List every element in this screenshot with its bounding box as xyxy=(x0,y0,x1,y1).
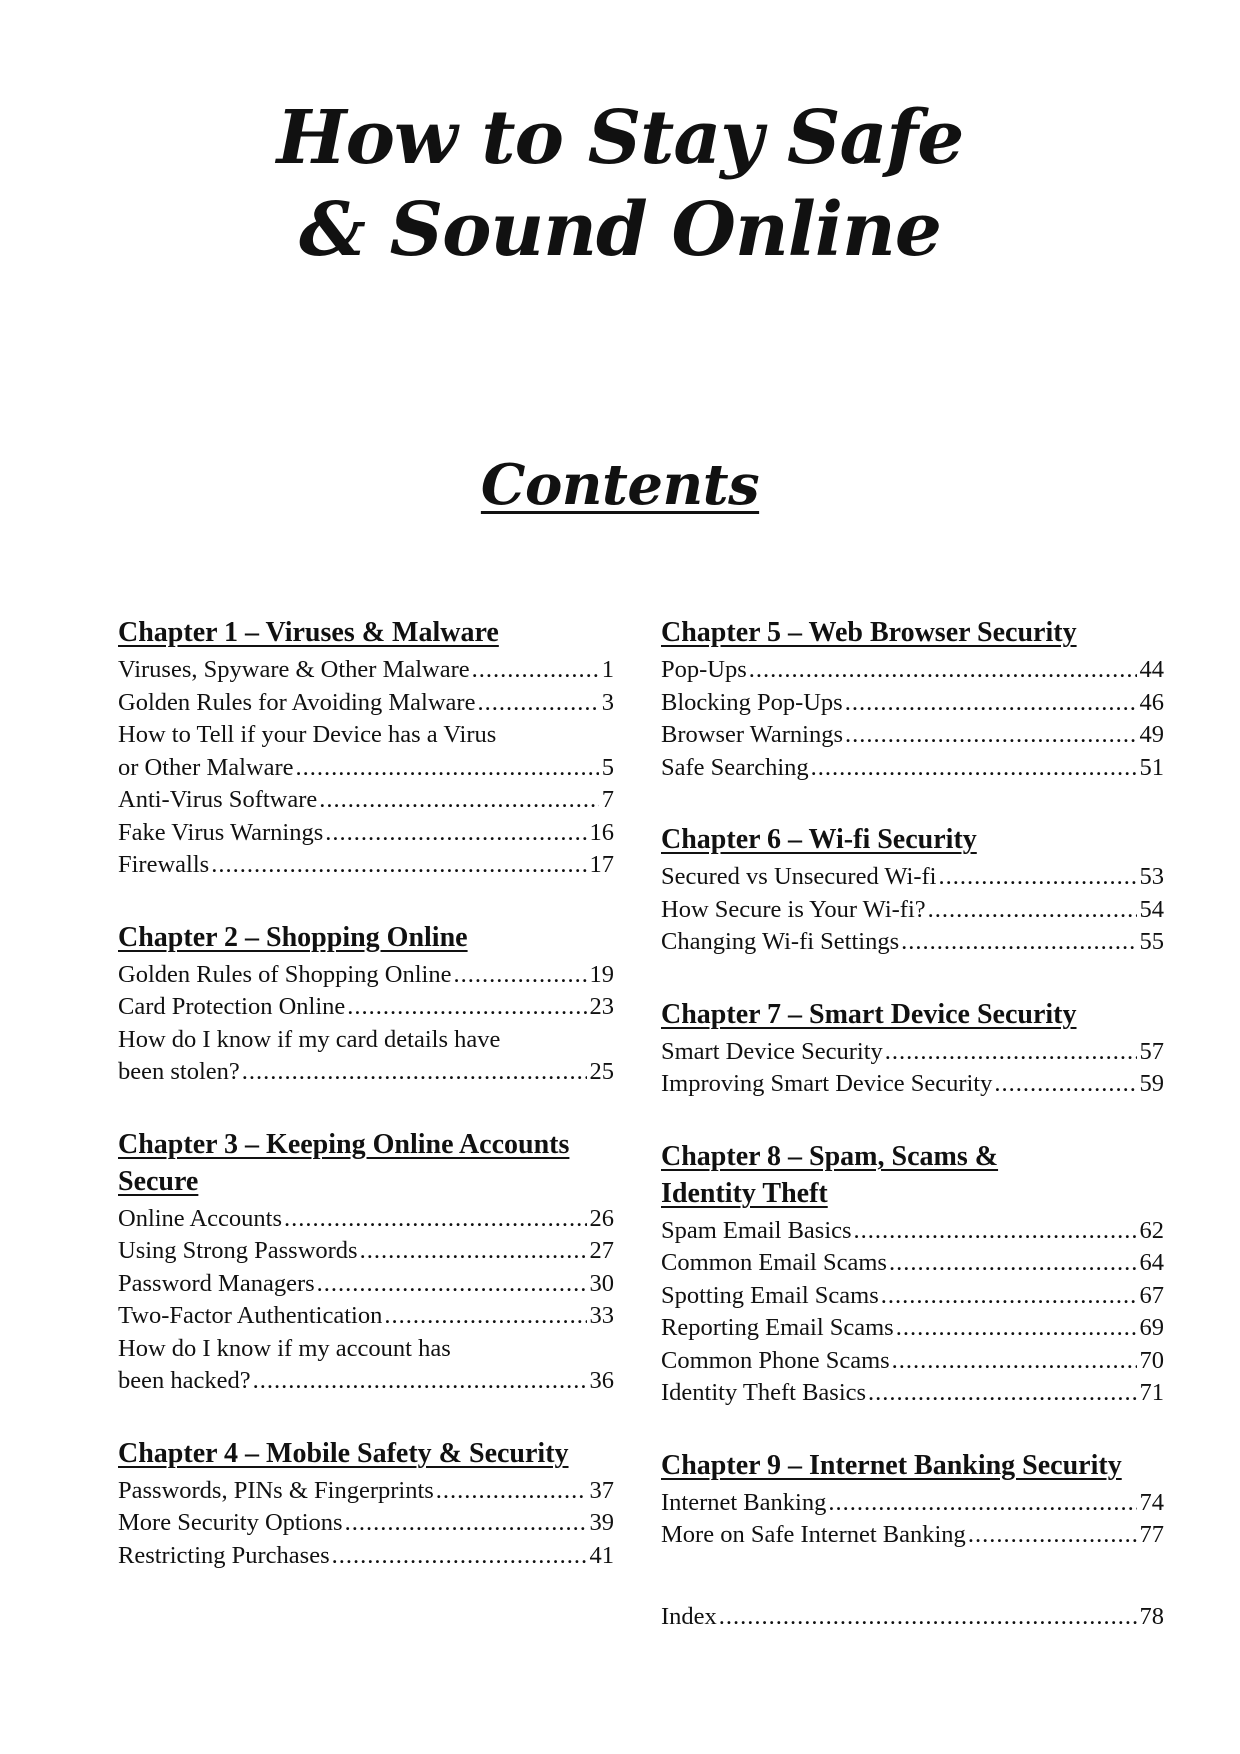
page-number: 57 xyxy=(1139,1037,1164,1065)
entry-title: Improving Smart Device Security xyxy=(661,1070,993,1097)
dot-leader xyxy=(325,817,586,850)
chapter-6 xyxy=(661,821,1164,959)
chapter-title-line-2: Secure xyxy=(118,1165,199,1197)
entry-title: been hacked? xyxy=(118,1367,251,1394)
page-number: 3 xyxy=(601,688,614,716)
page-number: 70 xyxy=(1139,1346,1164,1374)
page-number: 33 xyxy=(589,1302,614,1329)
page-number: 59 xyxy=(1139,1070,1164,1097)
toc-entry xyxy=(661,687,1164,720)
toc-entry-index xyxy=(661,1601,1164,1634)
toc-entry xyxy=(118,959,614,992)
toc-entry xyxy=(118,1540,614,1573)
entry-title: How Secure is Your Wi-fi? xyxy=(661,895,926,923)
page-number: 39 xyxy=(589,1509,614,1536)
chapter-title-line-2: Identity Theft xyxy=(661,1177,828,1209)
entry-title: Secured vs Unsecured Wi-fi xyxy=(661,863,937,890)
entry-title: or Other Malware xyxy=(118,753,294,781)
book-title-line-2: & Sound Online xyxy=(299,187,941,273)
dot-leader xyxy=(845,719,1137,752)
chapter-title: Chapter 9 – Internet Banking Security xyxy=(661,1449,1122,1481)
toc-entry xyxy=(118,1203,614,1236)
dot-leader xyxy=(360,1235,587,1268)
dot-leader xyxy=(719,1601,1137,1634)
dot-leader xyxy=(994,1068,1136,1101)
dot-leader xyxy=(938,861,1136,894)
entry-title-line-1: How do I know if my account has xyxy=(118,1334,451,1362)
chapter-2 xyxy=(118,919,614,1089)
page-number: 36 xyxy=(589,1367,614,1394)
entry-title: Browser Warnings xyxy=(661,721,843,748)
toc-entry xyxy=(118,1365,614,1398)
dot-leader xyxy=(347,991,586,1024)
toc-entry xyxy=(661,1036,1164,1069)
entry-title: Blocking Pop-Ups xyxy=(661,688,843,716)
page-number: 19 xyxy=(589,960,614,988)
dot-leader xyxy=(845,687,1137,720)
page-number: 46 xyxy=(1139,688,1164,716)
entry-title: More on Safe Internet Banking xyxy=(661,1521,966,1548)
page-number: 74 xyxy=(1139,1488,1164,1516)
toc-entry xyxy=(118,687,614,720)
chapter-1 xyxy=(118,614,614,882)
entry-title: Golden Rules of Shopping Online xyxy=(118,960,452,988)
toc-entry xyxy=(661,1247,1164,1280)
dot-leader xyxy=(854,1215,1137,1248)
dot-leader xyxy=(811,752,1137,785)
dot-leader xyxy=(885,1036,1137,1069)
dot-leader xyxy=(901,926,1136,959)
entry-title: Changing Wi-fi Settings xyxy=(661,928,900,955)
entry-title-line-1: How to Tell if your Device has a Virus xyxy=(118,721,497,748)
dot-leader xyxy=(889,1247,1137,1280)
dot-leader xyxy=(242,1056,587,1089)
entry-title: Viruses, Spyware & Other Malware xyxy=(118,656,470,683)
dot-leader xyxy=(436,1475,587,1508)
dot-leader xyxy=(332,1540,587,1573)
toc-entry xyxy=(661,1345,1164,1378)
dot-leader xyxy=(477,687,598,720)
dot-leader xyxy=(384,1300,586,1333)
dot-leader xyxy=(749,654,1137,687)
page-number: 37 xyxy=(589,1476,614,1504)
toc-entry xyxy=(661,1487,1164,1520)
entry-title: Spotting Email Scams xyxy=(661,1281,879,1309)
dot-leader xyxy=(211,849,586,882)
page-number: 30 xyxy=(589,1269,614,1297)
toc-entry xyxy=(118,1235,614,1268)
page-number: 16 xyxy=(589,818,614,846)
dot-leader xyxy=(319,784,598,817)
toc-entry-multiline xyxy=(118,1333,614,1398)
chapter-title: Chapter 2 – Shopping Online xyxy=(118,921,468,953)
dot-leader xyxy=(284,1203,587,1236)
toc-entry xyxy=(661,1312,1164,1345)
entry-title: Safe Searching xyxy=(661,753,809,781)
dot-leader xyxy=(453,959,586,992)
chapter-title: Chapter 4 – Mobile Safety & Security xyxy=(118,1437,569,1469)
toc-entry xyxy=(661,1068,1164,1101)
page-number: 69 xyxy=(1139,1314,1164,1341)
chapter-title xyxy=(118,1126,614,1200)
page-number: 44 xyxy=(1139,656,1164,683)
page-number: 77 xyxy=(1139,1521,1164,1548)
toc-right-column xyxy=(661,614,1164,1633)
page-number: 64 xyxy=(1139,1249,1164,1276)
book-title-line-1: How to Stay Safe xyxy=(276,95,964,181)
contents-heading: Contents xyxy=(480,452,760,518)
toc-entry xyxy=(118,1056,614,1089)
page-number: 5 xyxy=(601,753,614,781)
page-number: 25 xyxy=(589,1058,614,1085)
index-entry-block xyxy=(661,1601,1164,1634)
toc-entry xyxy=(118,1507,614,1540)
toc-entry xyxy=(118,991,614,1024)
page-number: 67 xyxy=(1139,1281,1164,1309)
dot-leader xyxy=(296,752,599,785)
page-number: 53 xyxy=(1139,863,1164,890)
entry-title: Passwords, PINs & Fingerprints xyxy=(118,1476,434,1504)
dot-leader xyxy=(472,654,599,687)
entry-title: Smart Device Security xyxy=(661,1037,883,1065)
dot-leader xyxy=(868,1377,1136,1410)
dot-leader xyxy=(881,1280,1137,1313)
toc-entry-multiline xyxy=(118,1024,614,1089)
page-number: 54 xyxy=(1139,895,1164,923)
entry-title: been stolen? xyxy=(118,1058,240,1085)
entry-title: Golden Rules for Avoiding Malware xyxy=(118,688,476,716)
toc-entry xyxy=(661,654,1164,687)
dot-leader xyxy=(896,1312,1137,1345)
toc-entry-multiline xyxy=(118,719,614,784)
page-number: 62 xyxy=(1139,1216,1164,1244)
toc-entry xyxy=(661,1377,1164,1410)
entry-title: Restricting Purchases xyxy=(118,1541,330,1569)
page-number: 71 xyxy=(1139,1379,1164,1406)
chapter-title-line-1: Chapter 3 – Keeping Online Accounts xyxy=(118,1128,570,1160)
chapter-title-line-1: Chapter 8 – Spam, Scams & xyxy=(661,1140,999,1172)
entry-title: Anti-Virus Software xyxy=(118,786,318,813)
page-number: 17 xyxy=(589,851,614,878)
chapter-title: Chapter 5 – Web Browser Security xyxy=(661,617,1077,648)
entry-title: Online Accounts xyxy=(118,1204,282,1232)
toc-entry xyxy=(661,894,1164,927)
entry-title-line-1: How do I know if my card details have xyxy=(118,1025,501,1053)
page-number: 78 xyxy=(1139,1602,1164,1630)
entry-title: Two-Factor Authentication xyxy=(118,1302,383,1329)
entry-title: More Security Options xyxy=(118,1509,343,1536)
entry-title: Pop-Ups xyxy=(661,656,747,683)
toc-entry xyxy=(661,861,1164,894)
entry-title: Spam Email Basics xyxy=(661,1216,852,1244)
page-number: 49 xyxy=(1139,721,1164,748)
toc-entry xyxy=(118,752,614,785)
toc-entry xyxy=(118,1268,614,1301)
dot-leader xyxy=(968,1519,1137,1552)
chapter-9 xyxy=(661,1447,1164,1552)
page-number: 55 xyxy=(1139,928,1164,955)
page-number: 23 xyxy=(589,993,614,1020)
chapter-title xyxy=(661,1138,1164,1212)
chapter-5 xyxy=(661,614,1164,784)
chapter-7 xyxy=(661,996,1164,1101)
entry-title: Internet Banking xyxy=(661,1488,827,1516)
entry-title: Fake Virus Warnings xyxy=(118,818,324,846)
page-number: 41 xyxy=(589,1541,614,1569)
entry-title: Common Phone Scams xyxy=(661,1346,890,1374)
toc-entry xyxy=(661,926,1164,959)
chapter-title: Chapter 7 – Smart Device Security xyxy=(661,998,1077,1030)
chapter-3 xyxy=(118,1126,614,1398)
entry-title: Password Managers xyxy=(118,1269,315,1297)
toc-entry xyxy=(661,752,1164,785)
entry-title: Reporting Email Scams xyxy=(661,1314,894,1341)
chapter-title: Chapter 1 – Viruses & Malware xyxy=(118,617,499,648)
toc-entry xyxy=(118,1475,614,1508)
entry-title: Common Email Scams xyxy=(661,1249,887,1276)
dot-leader xyxy=(928,894,1137,927)
book-title-block xyxy=(0,92,1240,276)
toc-entry xyxy=(661,1280,1164,1313)
chapter-title: Chapter 6 – Wi-fi Security xyxy=(661,824,977,855)
dot-leader xyxy=(892,1345,1137,1378)
chapter-8 xyxy=(661,1138,1164,1410)
entry-title: Identity Theft Basics xyxy=(661,1379,867,1406)
page-number: 51 xyxy=(1139,753,1164,781)
dot-leader xyxy=(317,1268,587,1301)
toc-entry xyxy=(118,817,614,850)
toc-entry xyxy=(118,654,614,687)
page-number: 26 xyxy=(589,1204,614,1232)
toc-entry xyxy=(118,1300,614,1333)
dot-leader xyxy=(828,1487,1136,1520)
entry-title: Firewalls xyxy=(118,851,210,878)
toc-entry xyxy=(661,1519,1164,1552)
toc-left-column xyxy=(118,614,614,1572)
dot-leader xyxy=(253,1365,587,1398)
toc-entry xyxy=(118,784,614,817)
page-number: 1 xyxy=(601,656,614,683)
chapter-4 xyxy=(118,1435,614,1573)
toc-entry xyxy=(661,1215,1164,1248)
page-number: 7 xyxy=(601,786,614,813)
entry-title: Using Strong Passwords xyxy=(118,1237,358,1264)
page-number: 27 xyxy=(589,1237,614,1264)
toc-entry xyxy=(661,719,1164,752)
dot-leader xyxy=(345,1507,587,1540)
entry-title: Index xyxy=(661,1602,717,1630)
toc-entry xyxy=(118,849,614,882)
entry-title: Card Protection Online xyxy=(118,993,346,1020)
